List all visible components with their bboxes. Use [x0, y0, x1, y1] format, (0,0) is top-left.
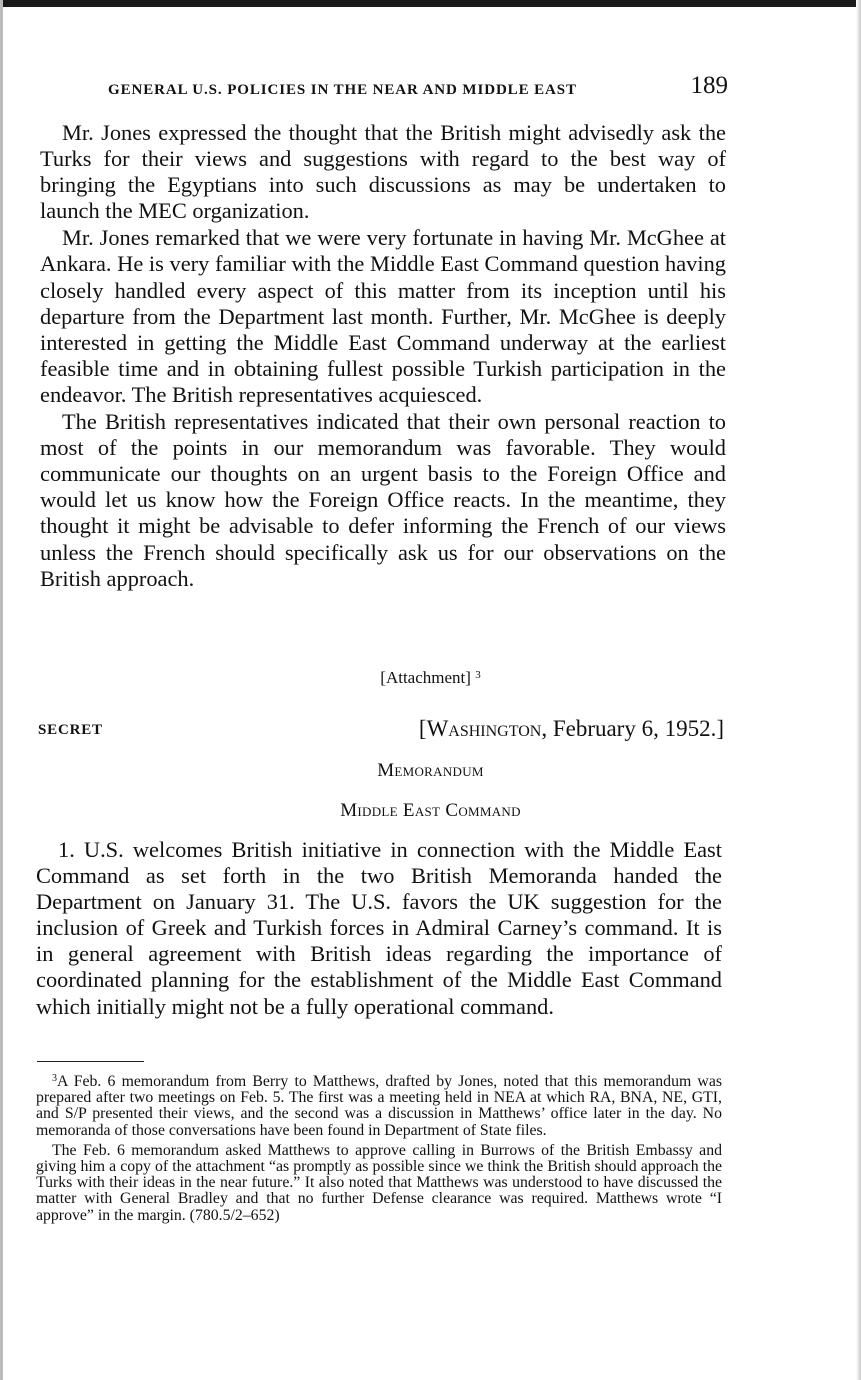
page-header [108, 72, 728, 106]
attachment-heading [0, 668, 861, 688]
footnotes [36, 1071, 722, 1224]
right-page-edge [856, 0, 861, 1380]
footnote-marker: 3 [52, 1073, 57, 1084]
dateline [419, 716, 724, 742]
body-paragraph: Mr. Jones remarked that we were very fortunate in having Mr. McGhee at Ankara. He is very familiar with the Middle East Command question having closely handled every aspect of this matter from its inception until his departure from the Department last month. Further, Mr. McGhee is deeply interested in getting the Middle East Command underway at the earliest feasible time and in obtaining fullest possible Turkish participation in the endeavor. The British representatives acquiesced. [40, 225, 726, 407]
dateline-open-bracket: [ [418, 716, 427, 741]
body-paragraph: The British representatives indicated that their own personal reaction to most of the points in our memorandum was favorable. They would communicate our thoughts on an urgent basis to the Foreign Office and would let us know how the Foreign Office reacts. In the meantime, they thought it might be advisable to defer informing the French of our views unless the French should specifically ask us for our observations on the British approach. [40, 409, 726, 591]
attachment-footnote-ref: 3 [475, 669, 481, 681]
footnote-3 [36, 1071, 722, 1139]
memo-title: Memorandum [377, 760, 484, 781]
memo-subject: Middle East Command [340, 800, 521, 821]
attachment-label: [Attachment] [380, 668, 471, 687]
footnote-continuation: The Feb. 6 memorandum asked Matthews to approve calling in Burrows of the British Embassy and giving him a copy of the attachment “as promptly as possible since we think the British should approach the Turks with their ideas in the near future.” It also noted that Matthews was understood to have discussed the matter with General Bradley and that no further Defense clearance was required. Matthews wrote “I approve” in the margin. (780.5/2–652) [36, 1141, 722, 1224]
memo-paragraph: 1. U.S. welcomes British initiative in connection with the Middle East Command as set forth in the two British Memoranda handed the Department on January 31. The U.S. favors the UK suggestion for the inclusion of Greek and Turkish forces in Admiral Carney’s command. It is in general agreement with British ideas regarding the importance of coordinated planning for the establishment of the Middle East Command which initially might not be a fully operational command. [36, 837, 722, 1019]
body-text [40, 120, 726, 592]
page-number: 189 [690, 72, 728, 99]
running-head: GENERAL U.S. POLICIES IN THE NEAR AND MIDDLE EAST [108, 82, 577, 98]
footnote-text: A Feb. 6 memorandum from Berry to Matthews, drafted by Jones, noted that this memorandum was prepared after two meetings on Feb. 5. The first was a meeting held in NEA at which RA, BNA, NE, GTI, and S/P presented their views, and the second was a discussion in Matthews’ office later in the day. No memoranda of those conversations have been found in Department of State files. [36, 1073, 722, 1139]
footnote-rule [37, 1061, 144, 1062]
classification-label: SECRET [38, 722, 103, 738]
memo-body [36, 837, 722, 1020]
dateline-date: , February 6, 1952.] [541, 716, 724, 741]
left-page-edge [0, 0, 3, 1380]
dateline-place: Washington [426, 716, 542, 741]
top-edge-rule [0, 0, 861, 7]
body-paragraph: Mr. Jones expressed the thought that the British might advisedly ask the Turks for their views and suggestions with regard to the best way of bringing the Egyptians into such discussions as may be undertaken to launch the MEC organization. [40, 120, 726, 224]
